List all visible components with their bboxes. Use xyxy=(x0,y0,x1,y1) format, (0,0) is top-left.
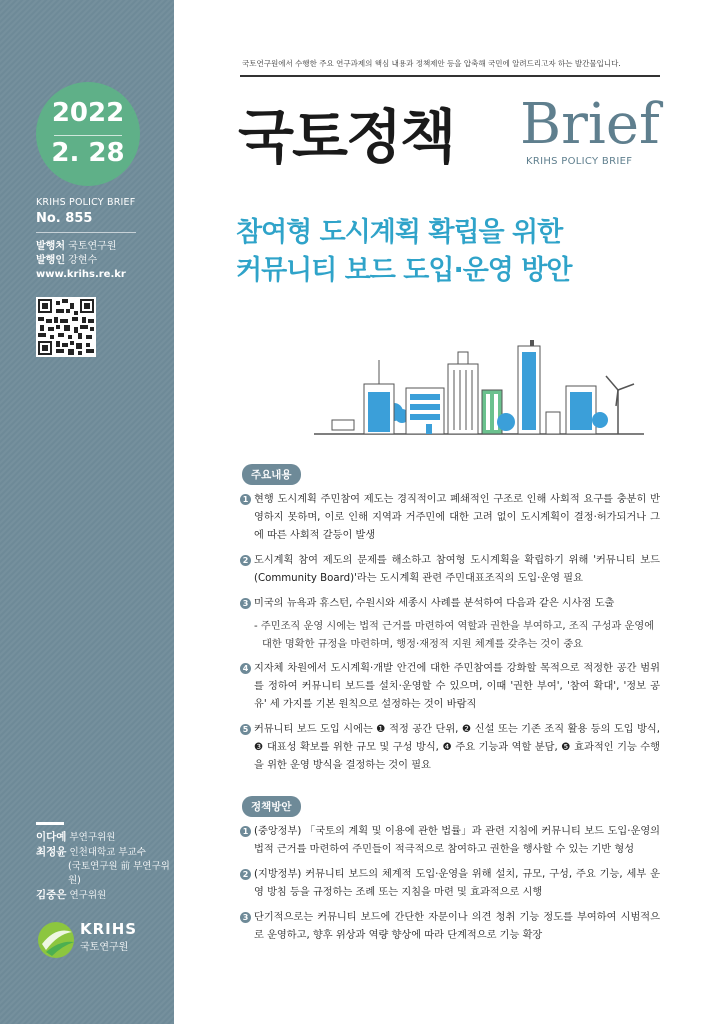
headline-line1: 참여형 도시계획 확립을 위한 xyxy=(236,217,563,248)
item-number: 2 xyxy=(240,869,251,880)
headline-line2: 커뮤니티 보드 도입·운영 방안 xyxy=(236,255,572,286)
item-number: 3 xyxy=(240,912,251,923)
headline xyxy=(236,214,571,290)
policy-label: 정책방안 xyxy=(242,796,301,817)
item-text: 커뮤니티 보드 도입 시에는 ❶ 적정 공간 단위, ❷ 신설 또는 기존 조직 활용 등의 도입 방식, ❸ 대표성 확보를 위한 규모 및 구성 방식, ❹ 주요 기능과 역할 분담, ❺ 효과적인 기능 수행을 위한 운영 방식을 결정하는 것이 필요 xyxy=(254,724,660,771)
issuer-label: 발행인 xyxy=(36,255,65,266)
item-number: 4 xyxy=(240,663,251,674)
tagline: 국토연구원에서 수행한 주요 연구과제의 핵심 내용과 정책제안 등을 압축해 국민에 알려드리고자 하는 발간물입니다. xyxy=(242,59,621,68)
policy-item xyxy=(240,909,660,945)
summary-item xyxy=(240,595,660,613)
item-number: 1 xyxy=(240,826,251,837)
issue-date: 2. 28 xyxy=(51,138,125,168)
item-number: 3 xyxy=(240,598,251,609)
author-title: 부연구위원 xyxy=(69,832,116,843)
author-name: 이다예 xyxy=(36,831,67,843)
summary-item xyxy=(240,491,660,545)
authors xyxy=(36,830,174,903)
city-skyline-illustration xyxy=(274,330,674,450)
title-subtitle: KRIHS POLICY BRIEF xyxy=(526,156,633,167)
policy-list xyxy=(240,823,660,952)
author-name: 최정윤 xyxy=(36,846,67,858)
date-divider xyxy=(54,135,122,136)
issue-year: 2022 xyxy=(51,98,125,128)
summary-label: 주요내용 xyxy=(242,464,301,485)
item-number: 1 xyxy=(240,494,251,505)
issuer: 강현수 xyxy=(68,255,98,266)
author-title: 인천대학교 부교수 xyxy=(69,847,146,858)
publisher: 국토연구원 xyxy=(68,241,117,252)
item-text: 도시계획 참여 제도의 문제를 해소하고 참여형 도시계획을 확립하기 위해 '커뮤니티 보드(Community Board)'라는 도시계획 관련 주민대표조직의 도입·운영 필요 xyxy=(254,555,660,584)
summary-item xyxy=(240,721,660,775)
item-text: 현행 도시계획 주민참여 제도는 경직적이고 폐쇄적인 구조로 인해 사회적 요구를 충분히 반영하지 못하며, 이로 인해 지역과 거주민에 대한 고려 없이 도시계획이 결정·허가되거나 그에 따른 사회적 갈등이 발생 xyxy=(254,494,660,541)
authors-divider xyxy=(36,822,64,825)
sidebar xyxy=(0,0,174,1024)
publisher-info xyxy=(36,240,126,282)
author-title: 연구위원 xyxy=(69,890,107,901)
series-label: KRIHS POLICY BRIEF xyxy=(36,197,136,208)
item-text: (중앙정부) 「국토의 계획 및 이용에 관한 법률」과 관련 지침에 커뮤니티 보드 도입·운영의 법적 근거를 마련하여 주민들이 적극적으로 참여하고 권한을 행사할 수 있는 기반 형성 xyxy=(254,826,660,855)
summary-list xyxy=(240,491,660,782)
summary-item xyxy=(240,552,660,588)
sidebar-divider xyxy=(36,232,136,233)
item-text: 지자체 차원에서 도시계획·개발 안건에 대한 주민참여를 강화할 목적으로 적정한 공간 범위를 정하여 커뮤니티 보드를 설치·운영할 수 있으며, 이때 '권한 부여', '참여 확대', '정보 공유' 세 가지를 기본 원칙으로 설정하는 것이 바람직 xyxy=(254,663,660,710)
policy-item xyxy=(240,866,660,902)
website-link[interactable]: www.krihs.re.kr xyxy=(36,269,126,280)
issue-number: No. 855 xyxy=(36,211,93,226)
logo-ko: 국토연구원 xyxy=(80,942,129,953)
author-title: (국토연구원 前 부연구위원) xyxy=(68,861,170,886)
item-text: 단기적으로는 커뮤니티 보드에 간단한 자문이나 의견 청취 기능 정도를 부여하여 시범적으로 운영하고, 향후 위상과 역량 향상에 따라 단계적으로 기능 확장 xyxy=(254,912,660,941)
main-content xyxy=(174,0,724,1024)
item-number: 2 xyxy=(240,555,251,566)
item-text: 미국의 뉴욕과 휴스턴, 수원시와 세종시 사례를 분석하여 다음과 같은 시사점 도출 xyxy=(254,598,615,609)
date-badge xyxy=(36,82,140,186)
summary-item xyxy=(240,660,660,714)
qr-code-icon[interactable] xyxy=(36,297,96,357)
author-name: 김중은 xyxy=(36,889,67,901)
item-text: (지방정부) 커뮤니티 보드의 체계적 도입·운영을 위해 설치, 규모, 구성, 주요 기능, 세부 운영 방침 등을 규정하는 조례 또는 지침을 마련 및 효과적으로 시행 xyxy=(254,869,660,898)
title-ko: 국토정책 xyxy=(238,103,455,171)
summary-sub-item: - 주민조직 운영 시에는 법적 근거를 마련하여 역할과 권한을 부여하고, 조직 구성과 운영에 대한 명확한 규정을 마련하며, 행정·재정적 지원 체계를 갖추는 것이 중요 xyxy=(254,621,655,650)
item-number: 5 xyxy=(240,724,251,735)
policy-item xyxy=(240,823,660,859)
logo-en: KRIHS xyxy=(80,920,138,938)
publisher-label: 발행처 xyxy=(36,241,65,252)
header-rule xyxy=(240,75,660,77)
krihs-logo-text xyxy=(80,920,137,953)
title-en: Brief xyxy=(520,92,660,157)
